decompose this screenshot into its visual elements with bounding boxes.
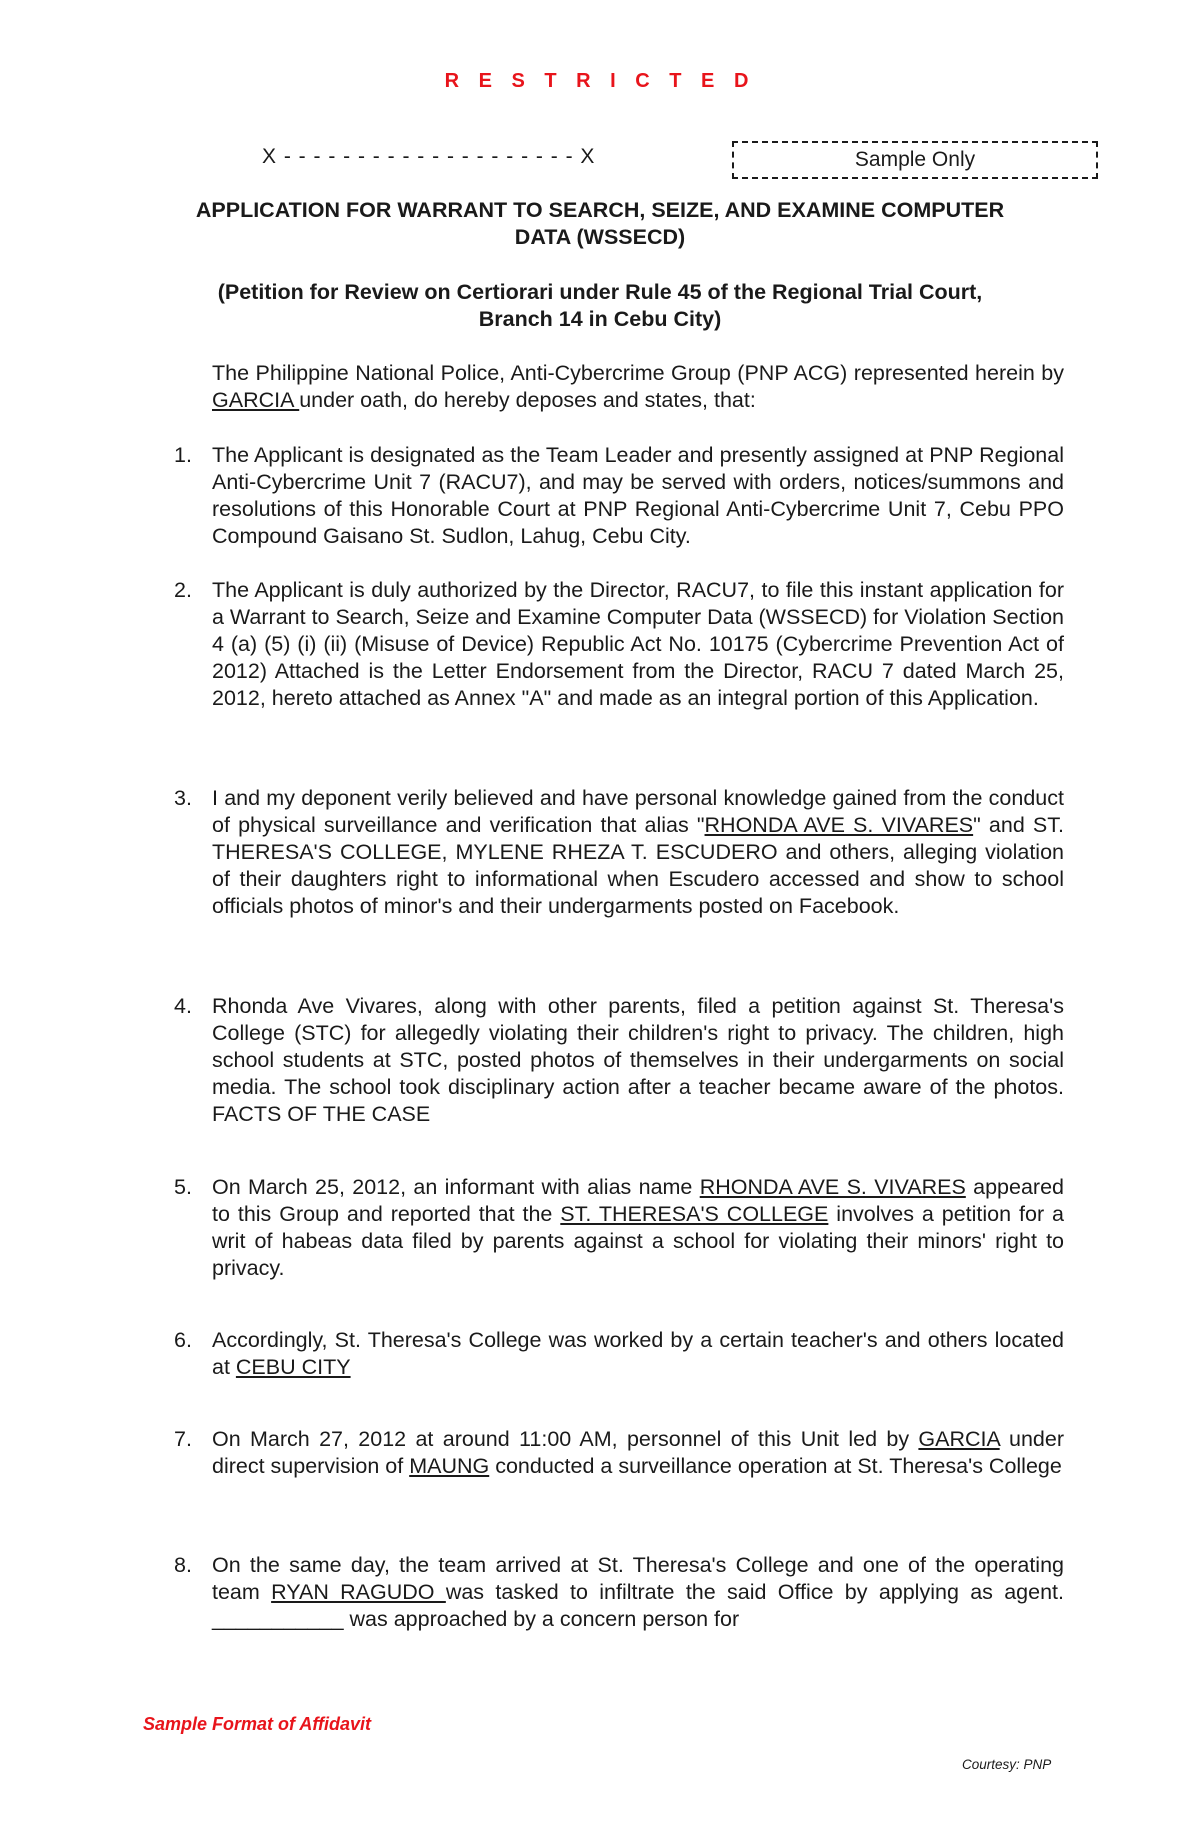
item-number: 3. [174, 786, 192, 810]
list-item-7 [174, 1426, 1064, 1480]
restricted-header: R E S T R I C T E D [444, 70, 756, 92]
list-item-3 [174, 785, 1064, 920]
item-text-before: Accordingly, St. Theresa's College was worked by a certain teacher's and others located at [212, 1328, 1064, 1379]
item-text-before: On the same day, the team arrived at St. Theresa's College and one of the operating team [212, 1553, 1064, 1604]
item-number: 1. [174, 443, 192, 467]
item-text-after: " and ST. THERESA'S COLLEGE, MYLENE RHEZA T. ESCUDERO and others, alleging violation of their daughters right to informational when Escudero accessed and show to school officials photos of minor's and their undergarments posted on Facebook. [212, 813, 1064, 918]
title-line-2: DATA (WSSECD) [514, 225, 686, 249]
item-underlined-name: RYAN RAGUDO [271, 1580, 446, 1604]
intro-name: GARCIA [212, 388, 300, 412]
item-text-before: On March 25, 2012, an informant with alias name [212, 1175, 700, 1199]
subtitle-line-1: (Petition for Review on Certiorari under Rule 45 of the Regional Trial Court, [217, 280, 983, 304]
item-text-mid: appeared to this Group and reported that the [212, 1175, 1064, 1226]
item-number: 6. [174, 1328, 192, 1352]
item-underlined-name: RHONDA AVE S. VIVARES [699, 1175, 966, 1199]
footer-sample-format: Sample Format of Affidavit [143, 1714, 372, 1734]
item-underlined-name: RHONDA AVE S. VIVARES [704, 813, 974, 837]
document-title [150, 197, 1050, 251]
item-text-after: involves a petition for a writ of habeas data filed by parents against a school for violating their minors' right to privacy. [212, 1202, 1064, 1280]
item-underlined-location: CEBU CITY [235, 1355, 351, 1379]
item-underlined-name: GARCIA [918, 1427, 1000, 1451]
item-number: 5. [174, 1175, 192, 1199]
item-number: 4. [174, 994, 192, 1018]
item-underlined-supervisor: MAUNG [409, 1454, 490, 1478]
sample-only-label: Sample Only [854, 148, 976, 171]
list-item-2 [174, 577, 1065, 712]
item-text: Rhonda Ave Vivares, along with other parents, filed a petition against St. Theresa's College (STC) for allegedly violating their children's right to privacy. The children, high school students at STC, posted photos of themselves in their undergarments on social media. The school took disciplinary action after a teacher became aware of the photos. FACTS OF THE CASE [212, 994, 1064, 1126]
intro-paragraph [212, 360, 1064, 414]
item-blank-line: ___________ [212, 1607, 344, 1631]
item-text-before: I and my deponent verily believed and have personal knowledge gained from the conduct of physical surveillance and verification that alias " [212, 786, 1064, 837]
list-item-5 [174, 1174, 1064, 1282]
item-text: The Applicant is designated as the Team Leader and presently assigned at PNP Regional Anti-Cybercrime Unit 7 (RACU7), and may be served with orders, notices/summons and resolutions of this Honorable Court at PNP Regional Anti-Cybercrime Unit 7, Cebu PPO Compound Gaisano St. Sudlon, Lahug, Cebu City. [212, 443, 1064, 548]
item-text-after: conducted a surveillance operation at St. Theresa's College [489, 1454, 1062, 1478]
item-number: 8. [174, 1553, 192, 1577]
footer-courtesy: Courtesy: PNP [962, 1757, 1052, 1772]
intro-text-after: under oath, do hereby deposes and states, that: [299, 388, 756, 412]
subtitle-line-2: Branch 14 in Cebu City) [478, 307, 722, 331]
list-item-6 [174, 1327, 1064, 1381]
case-caption-line: X - - - - - - - - - - - - - - - - - - - - X [262, 145, 596, 168]
list-item-1 [174, 442, 1064, 550]
item-number: 2. [174, 578, 192, 602]
document-subtitle [150, 279, 1050, 333]
item-text: The Applicant is duly authorized by the Director, RACU7, to file this instant application for a Warrant to Search, Seize and Examine Computer Data (WSSECD) for Violation Section 4 (a) (5) (i) (ii) (Misuse of Device) Republic Act No. 10175 (Cybercrime Prevention Act of 2012) Attached is the Letter Endorsement from the Director, RACU 7 dated March 25, 2012, hereto attached as Annex "A" and made as an integral portion of this Application. [212, 578, 1065, 710]
item-number: 7. [174, 1427, 192, 1451]
list-item-8 [174, 1552, 1064, 1633]
item-text-mid: under direct supervision of [212, 1427, 1064, 1478]
item-text-before: On March 27, 2012 at around 11:00 AM, personnel of this Unit led by [212, 1427, 919, 1451]
item-text-after: was approached by a concern person for [343, 1607, 740, 1631]
item-underlined-org: ST. THERESA'S COLLEGE [560, 1202, 829, 1226]
list-item-4 [174, 993, 1064, 1128]
intro-text-before: The Philippine National Police, Anti-Cybercrime Group (PNP ACG) represented herein by [212, 361, 1064, 385]
sample-only-box [732, 141, 1098, 179]
item-text-mid: was tasked to infiltrate the said Office by applying as agent. [445, 1580, 1064, 1604]
title-line-1: APPLICATION FOR WARRANT TO SEARCH, SEIZE, AND EXAMINE COMPUTER [195, 198, 1005, 222]
